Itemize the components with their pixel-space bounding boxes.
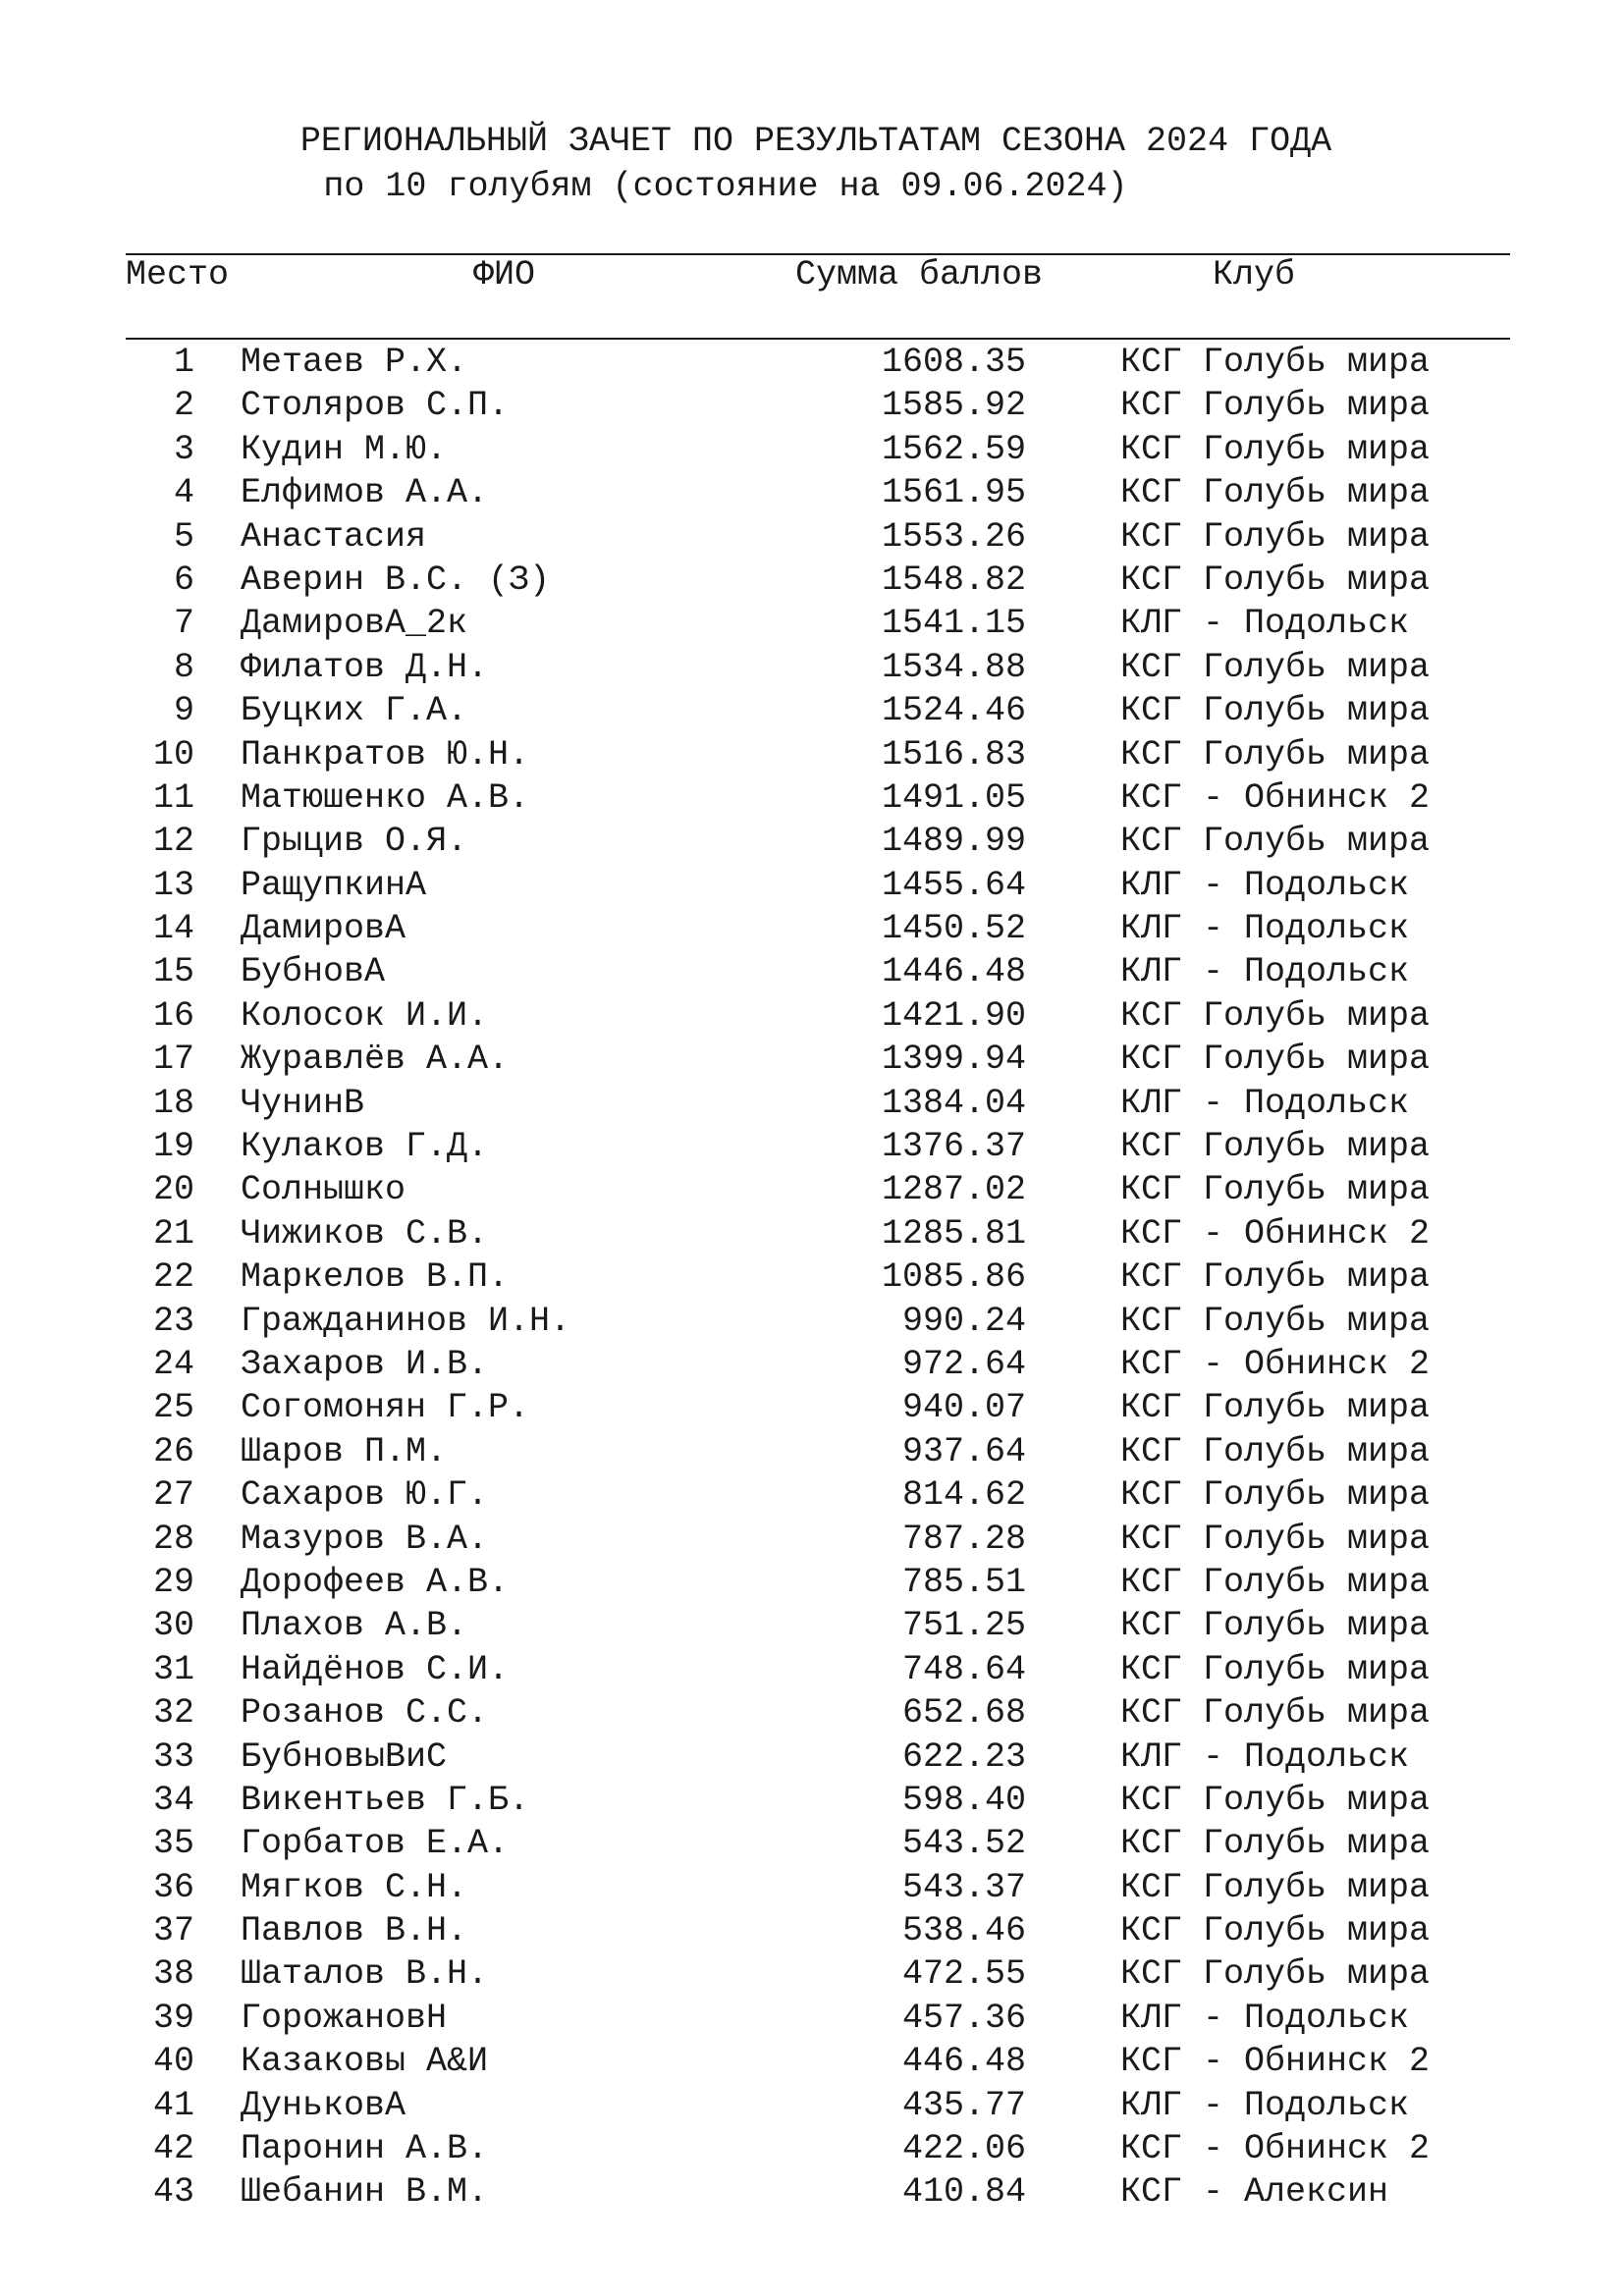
row-score: 1541.15 (881, 604, 1026, 644)
row-score: 1287.02 (881, 1170, 1026, 1210)
row-name: Согомонян Г.Р. (241, 1388, 530, 1428)
row-club: КСГ Голубь мира (1120, 1693, 1431, 1734)
row-club: КСГ Голубь мира (1120, 473, 1431, 513)
row-score: 422.06 (901, 2129, 1026, 2169)
row-club: КЛГ - Подольск (1120, 1998, 1410, 2038)
row-club: КСГ Голубь мира (1120, 1388, 1431, 1428)
row-score: 1421.90 (881, 995, 1026, 1036)
table-row (0, 1952, 1624, 1996)
row-score: 785.51 (901, 1562, 1026, 1602)
row-score: 1516.83 (881, 734, 1026, 774)
column-header-score: Сумма баллов (795, 255, 1044, 294)
row-name: Горбатов Е.А. (241, 1824, 510, 1864)
row-name: Метаев Р.Х. (241, 343, 468, 382)
row-club: КСГ Голубь мира (1120, 1519, 1431, 1559)
row-name: Сахаров Ю.Г. (241, 1475, 489, 1516)
row-place: 38 (152, 1954, 194, 1995)
row-score: 1446.48 (881, 952, 1026, 992)
row-club: КЛГ - Подольск (1120, 1736, 1410, 1777)
table-row (0, 1779, 1624, 1822)
row-name: ГорожановН (241, 1998, 448, 2038)
row-place: 7 (173, 604, 194, 644)
row-name: Филатов Д.Н. (241, 647, 489, 687)
row-club: КСГ Голубь мира (1120, 647, 1431, 687)
row-club: КЛГ - Подольск (1120, 952, 1410, 992)
row-place: 27 (152, 1475, 194, 1516)
row-club: КСГ Голубь мира (1120, 1606, 1431, 1646)
column-header-place: Место (126, 255, 230, 294)
row-score: 1585.92 (881, 386, 1026, 426)
row-place: 35 (152, 1824, 194, 1864)
row-place: 2 (173, 386, 194, 426)
row-club: КСГ Голубь мира (1120, 995, 1431, 1036)
row-place: 21 (152, 1213, 194, 1254)
row-score: 622.23 (901, 1736, 1026, 1777)
row-name: Шебанин В.М. (241, 2172, 489, 2213)
table-row (0, 1561, 1624, 1604)
row-name: Панкратов Ю.Н. (241, 734, 530, 774)
row-club: КСГ - Алексин (1120, 2172, 1389, 2213)
row-score: 1524.46 (881, 691, 1026, 731)
row-name: Анастасия (241, 516, 427, 557)
table-row (0, 1255, 1624, 1299)
row-score: 446.48 (901, 2042, 1026, 2082)
row-place: 33 (152, 1736, 194, 1777)
row-name: Аверин В.С. (З) (241, 560, 551, 600)
results-table-body (0, 341, 1624, 2215)
table-row (0, 1473, 1624, 1517)
row-place: 34 (152, 1780, 194, 1820)
table-row (0, 907, 1624, 950)
table-row (0, 1125, 1624, 1168)
row-score: 598.40 (901, 1780, 1026, 1820)
row-club: КСГ Голубь мира (1120, 386, 1431, 426)
row-name: Шаров П.М. (241, 1431, 448, 1471)
table-row (0, 2170, 1624, 2214)
row-place: 5 (173, 516, 194, 557)
row-club: КЛГ - Подольск (1120, 2085, 1410, 2125)
table-row (0, 1038, 1624, 1081)
row-score: 1562.59 (881, 429, 1026, 469)
table-row (0, 515, 1624, 559)
table-row (0, 602, 1624, 645)
table-row (0, 733, 1624, 776)
row-score: 543.52 (901, 1824, 1026, 1864)
row-name: Елфимов А.А. (241, 473, 489, 513)
row-place: 20 (152, 1170, 194, 1210)
row-club: КСГ - Обнинск 2 (1120, 1344, 1431, 1384)
row-score: 1608.35 (881, 343, 1026, 382)
row-place: 16 (152, 995, 194, 1036)
table-row (0, 341, 1624, 384)
row-score: 543.37 (901, 1867, 1026, 1907)
row-club: КСГ Голубь мира (1120, 516, 1431, 557)
row-name: Мягков С.Н. (241, 1867, 468, 1907)
row-name: ЧунинВ (241, 1083, 365, 1123)
row-name: Маркелов В.П. (241, 1257, 510, 1298)
row-name: Гражданинов И.Н. (241, 1301, 571, 1341)
row-club: КСГ - Обнинск 2 (1120, 1213, 1431, 1254)
row-score: 937.64 (901, 1431, 1026, 1471)
table-row (0, 471, 1624, 514)
row-club: КСГ - Обнинск 2 (1120, 2129, 1431, 2169)
row-club: КСГ Голубь мира (1120, 1257, 1431, 1298)
table-row (0, 1212, 1624, 1255)
row-score: 1399.94 (881, 1040, 1026, 1080)
row-name: Найдёнов С.И. (241, 1649, 510, 1689)
table-row (0, 1691, 1624, 1735)
row-club: КСГ - Обнинск 2 (1120, 777, 1431, 818)
row-score: 435.77 (901, 2085, 1026, 2125)
row-name: Захаров И.В. (241, 1344, 489, 1384)
document-title: РЕГИОНАЛЬНЫЙ ЗАЧЕТ ПО РЕЗУЛЬТАТАМ СЕЗОНА 2024 ГОДА (299, 122, 1332, 161)
row-score: 787.28 (901, 1519, 1026, 1559)
row-name: Мазуров В.А. (241, 1519, 489, 1559)
row-club: КСГ Голубь мира (1120, 1911, 1431, 1951)
row-club: КСГ Голубь мира (1120, 429, 1431, 469)
row-club: КСГ Голубь мира (1120, 560, 1431, 600)
table-row (0, 559, 1624, 602)
document-subtitle: по 10 голубям (состояние на 09.06.2024) (323, 167, 1128, 206)
row-club: КСГ Голубь мира (1120, 1954, 1431, 1995)
row-place: 29 (152, 1562, 194, 1602)
row-name: Матюшенко А.В. (241, 777, 530, 818)
table-row (0, 1822, 1624, 1865)
row-club: КСГ Голубь мира (1120, 691, 1431, 731)
row-club: КСГ Голубь мира (1120, 1431, 1431, 1471)
row-place: 13 (152, 865, 194, 905)
table-row (0, 1909, 1624, 1952)
row-name: Дорофеев А.В. (241, 1562, 510, 1602)
row-name: Чижиков С.В. (241, 1213, 489, 1254)
row-name: Викентьев Г.Б. (241, 1780, 530, 1820)
row-score: 1548.82 (881, 560, 1026, 600)
row-place: 1 (173, 343, 194, 382)
row-name: ДамировА_2к (241, 604, 468, 644)
row-name: Казаковы А&И (241, 2042, 489, 2082)
row-name: Грыцив О.Я. (241, 822, 468, 862)
table-row (0, 994, 1624, 1038)
row-club: КСГ Голубь мира (1120, 343, 1431, 382)
row-place: 4 (173, 473, 194, 513)
row-name: Шаталов В.Н. (241, 1954, 489, 1995)
table-row (0, 950, 1624, 993)
row-name: Плахов А.В. (241, 1606, 468, 1646)
row-name: Паронин А.В. (241, 2129, 489, 2169)
row-name: Розанов С.С. (241, 1693, 489, 1734)
row-place: 25 (152, 1388, 194, 1428)
table-row (0, 1735, 1624, 1779)
row-name: Кулаков Г.Д. (241, 1127, 489, 1167)
row-place: 19 (152, 1127, 194, 1167)
row-club: КЛГ - Подольск (1120, 909, 1410, 949)
row-score: 751.25 (901, 1606, 1026, 1646)
table-row (0, 1518, 1624, 1561)
row-score: 1491.05 (881, 777, 1026, 818)
row-club: КСГ Голубь мира (1120, 1562, 1431, 1602)
row-place: 28 (152, 1519, 194, 1559)
row-club: КСГ Голубь мира (1120, 1824, 1431, 1864)
row-place: 36 (152, 1867, 194, 1907)
table-row (0, 864, 1624, 907)
table-row (0, 1168, 1624, 1211)
column-header-club: Клуб (1213, 255, 1296, 294)
row-place: 32 (152, 1693, 194, 1734)
table-row (0, 776, 1624, 820)
row-club: КСГ Голубь мира (1120, 1475, 1431, 1516)
row-place: 30 (152, 1606, 194, 1646)
table-row (0, 1648, 1624, 1691)
row-place: 37 (152, 1911, 194, 1951)
row-club: КСГ Голубь мира (1120, 822, 1431, 862)
table-row (0, 646, 1624, 689)
row-name: БубновыВиС (241, 1736, 448, 1777)
row-club: КСГ Голубь мира (1120, 1649, 1431, 1689)
row-place: 26 (152, 1431, 194, 1471)
row-place: 18 (152, 1083, 194, 1123)
row-club: КЛГ - Подольск (1120, 1083, 1410, 1123)
row-score: 1455.64 (881, 865, 1026, 905)
row-name: Солнышко (241, 1170, 406, 1210)
row-name: ДуньковА (241, 2085, 406, 2125)
row-place: 3 (173, 429, 194, 469)
column-header-name: ФИО (473, 255, 536, 294)
table-row (0, 1866, 1624, 1909)
row-score: 652.68 (901, 1693, 1026, 1734)
row-club: КСГ Голубь мира (1120, 1127, 1431, 1167)
row-club: КСГ Голубь мира (1120, 1867, 1431, 1907)
row-place: 11 (152, 777, 194, 818)
table-row (0, 1300, 1624, 1343)
table-row (0, 689, 1624, 732)
header-bottom-rule (126, 338, 1510, 340)
row-score: 1534.88 (881, 647, 1026, 687)
row-score: 472.55 (901, 1954, 1026, 1995)
table-row (0, 428, 1624, 471)
row-place: 15 (152, 952, 194, 992)
table-row (0, 1343, 1624, 1386)
row-club: КСГ Голубь мира (1120, 734, 1431, 774)
row-score: 814.62 (901, 1475, 1026, 1516)
row-club: КЛГ - Подольск (1120, 865, 1410, 905)
row-name: Колосок И.И. (241, 995, 489, 1036)
row-name: Столяров С.П. (241, 386, 510, 426)
row-score: 990.24 (901, 1301, 1026, 1341)
row-name: Журавлёв А.А. (241, 1040, 510, 1080)
row-score: 972.64 (901, 1344, 1026, 1384)
row-place: 10 (152, 734, 194, 774)
row-club: КСГ Голубь мира (1120, 1170, 1431, 1210)
row-score: 1285.81 (881, 1213, 1026, 1254)
row-score: 748.64 (901, 1649, 1026, 1689)
table-row (0, 820, 1624, 863)
row-place: 31 (152, 1649, 194, 1689)
row-score: 1376.37 (881, 1127, 1026, 1167)
row-name: Павлов В.Н. (241, 1911, 468, 1951)
table-row (0, 1430, 1624, 1473)
row-score: 1384.04 (881, 1083, 1026, 1123)
row-score: 1489.99 (881, 822, 1026, 862)
row-place: 39 (152, 1998, 194, 2038)
row-place: 8 (173, 647, 194, 687)
row-name: ДамировА (241, 909, 406, 949)
row-name: Кудин М.Ю. (241, 429, 448, 469)
row-name: РащупкинА (241, 865, 427, 905)
row-club: КСГ Голубь мира (1120, 1301, 1431, 1341)
row-place: 41 (152, 2085, 194, 2125)
row-name: БубновА (241, 952, 386, 992)
row-club: КСГ Голубь мира (1120, 1780, 1431, 1820)
row-place: 17 (152, 1040, 194, 1080)
row-club: КСГ - Обнинск 2 (1120, 2042, 1431, 2082)
table-row (0, 2040, 1624, 2083)
row-place: 14 (152, 909, 194, 949)
row-score: 1085.86 (881, 1257, 1026, 1298)
table-row (0, 1997, 1624, 2040)
row-club: КСГ Голубь мира (1120, 1040, 1431, 1080)
table-row (0, 1604, 1624, 1647)
row-score: 1553.26 (881, 516, 1026, 557)
row-score: 538.46 (901, 1911, 1026, 1951)
row-place: 22 (152, 1257, 194, 1298)
row-score: 457.36 (901, 1998, 1026, 2038)
row-score: 410.84 (901, 2172, 1026, 2213)
row-place: 42 (152, 2129, 194, 2169)
table-row (0, 1082, 1624, 1125)
row-place: 9 (173, 691, 194, 731)
row-place: 43 (152, 2172, 194, 2213)
row-place: 40 (152, 2042, 194, 2082)
row-place: 23 (152, 1301, 194, 1341)
table-row (0, 2127, 1624, 2170)
row-name: Буцких Г.А. (241, 691, 468, 731)
row-place: 24 (152, 1344, 194, 1384)
row-score: 940.07 (901, 1388, 1026, 1428)
row-score: 1450.52 (881, 909, 1026, 949)
row-place: 12 (152, 822, 194, 862)
row-club: КЛГ - Подольск (1120, 604, 1410, 644)
table-row (0, 2084, 1624, 2127)
table-row (0, 384, 1624, 427)
row-score: 1561.95 (881, 473, 1026, 513)
row-place: 6 (173, 560, 194, 600)
table-row (0, 1386, 1624, 1429)
